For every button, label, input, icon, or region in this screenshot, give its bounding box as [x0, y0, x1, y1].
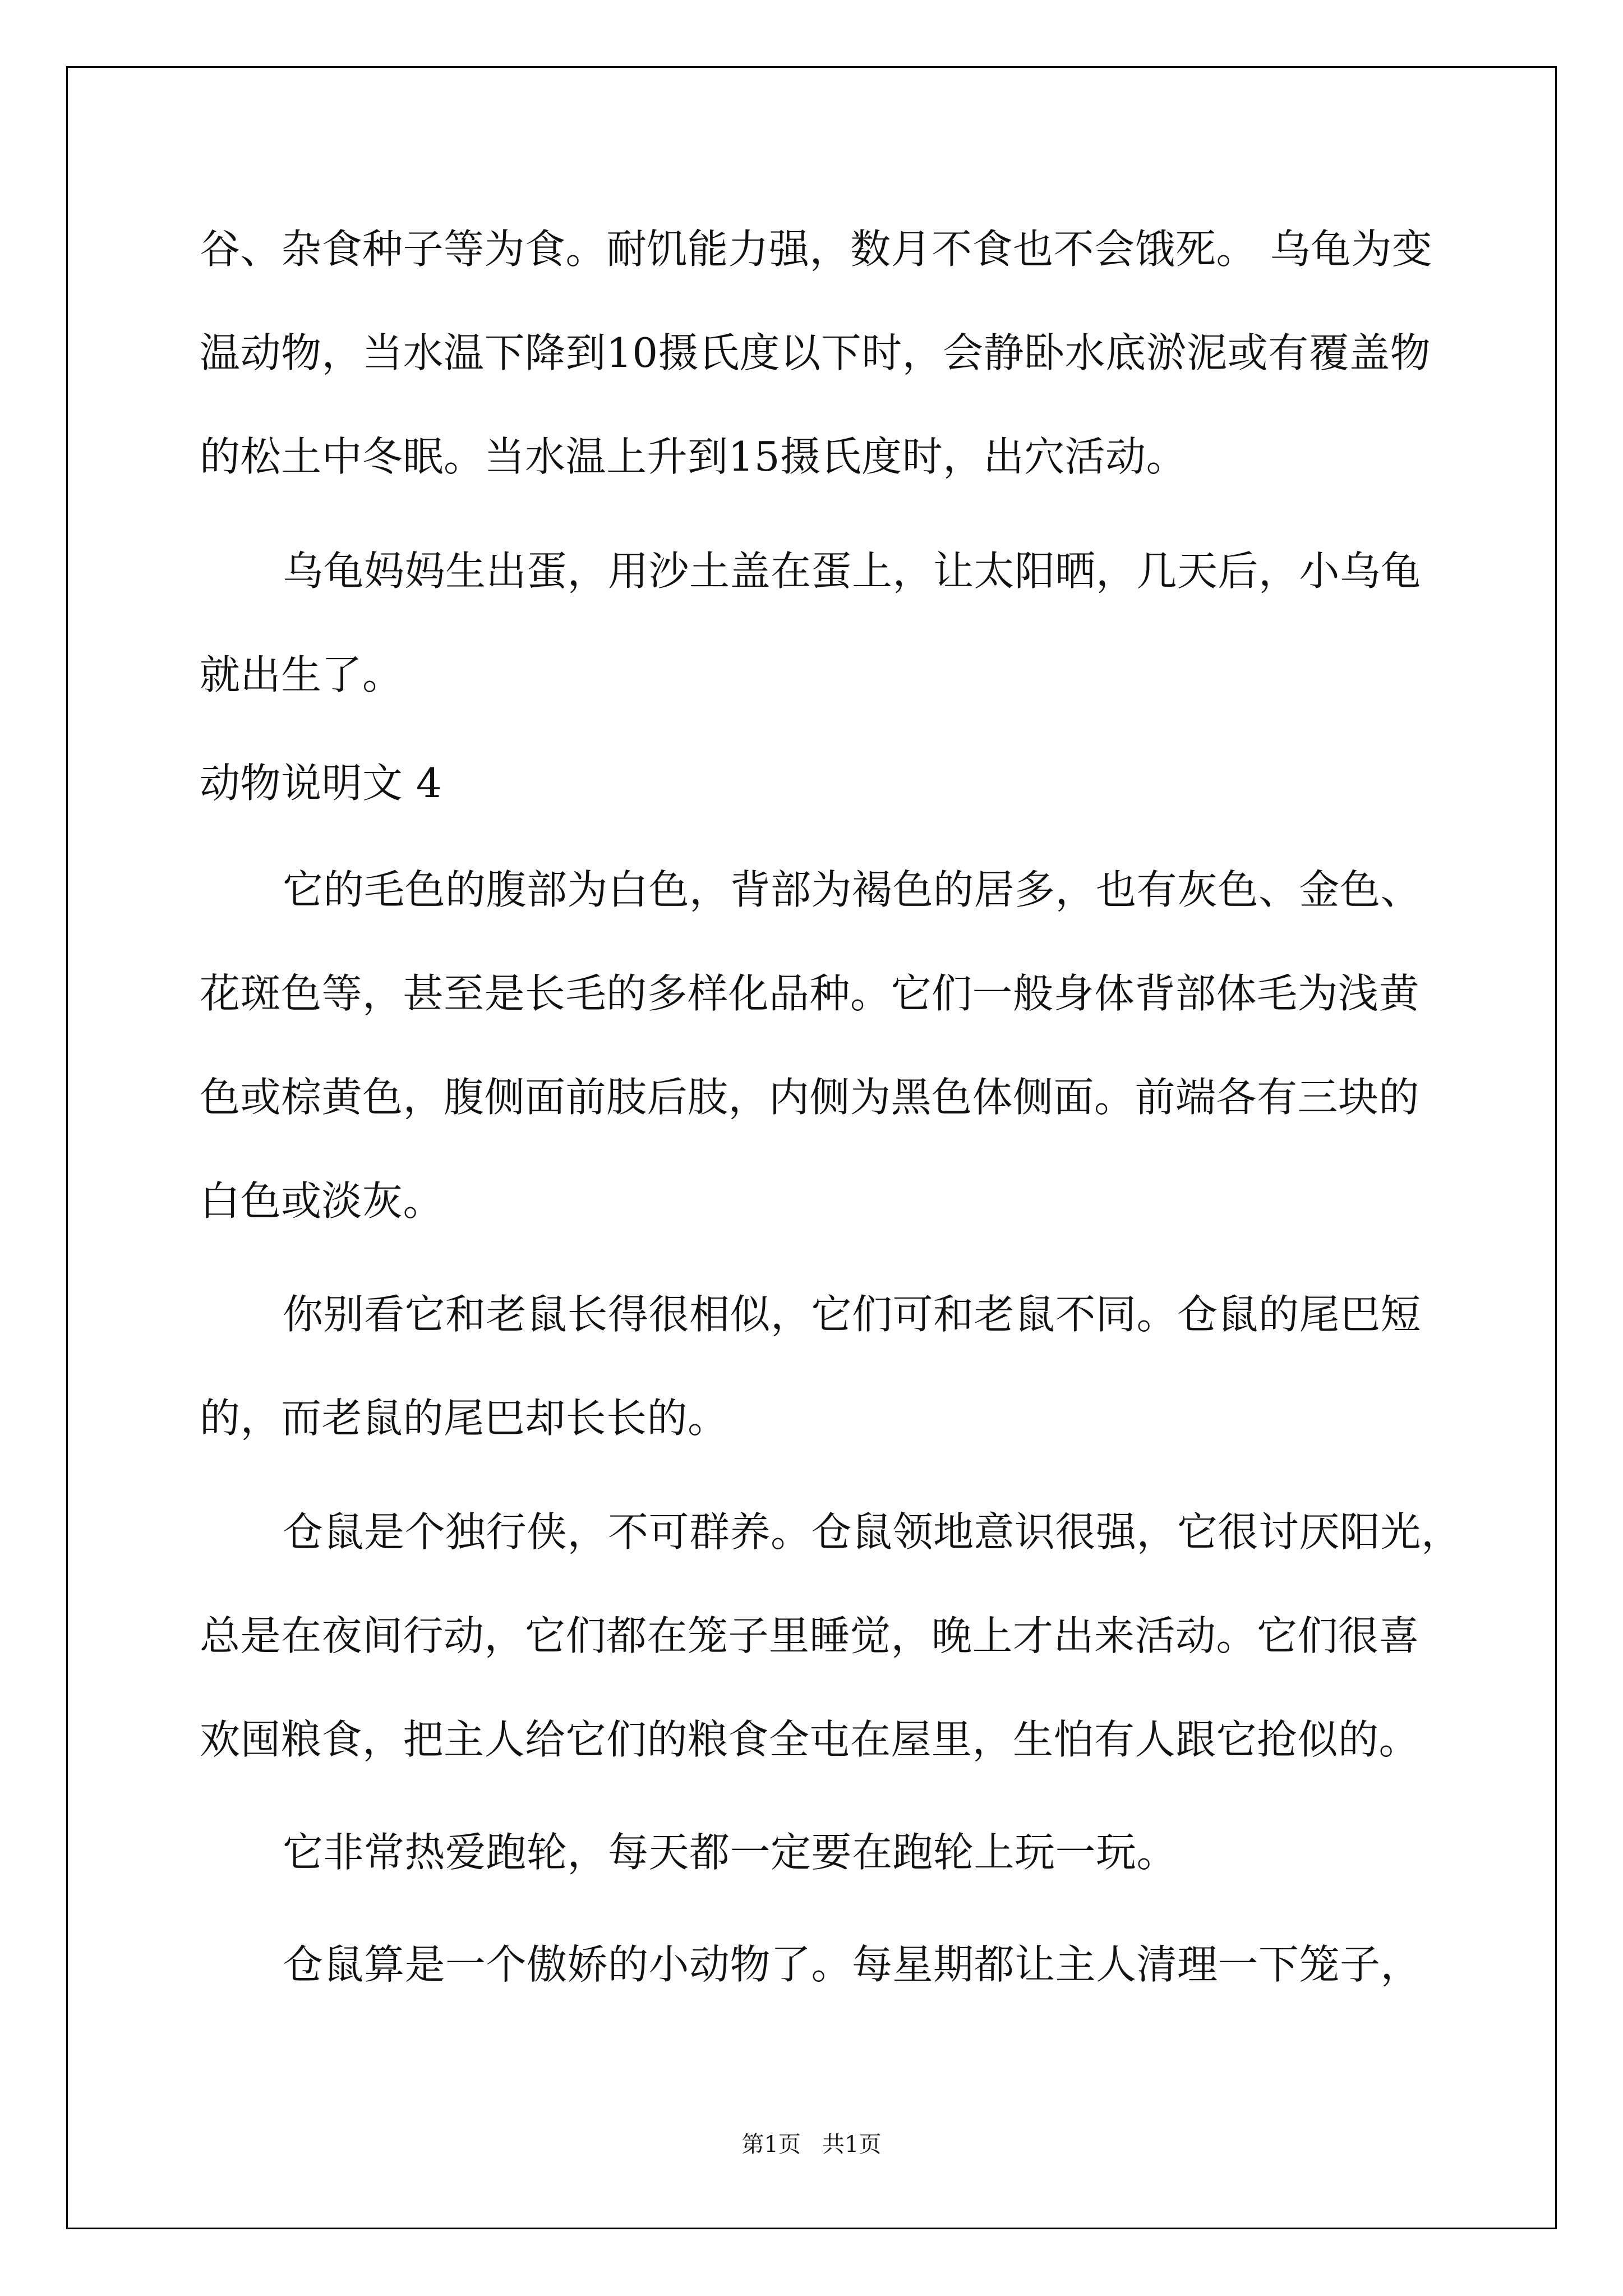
section-heading: 动物说明文 4	[200, 760, 442, 807]
text-line: 白色或淡灰。	[200, 1177, 444, 1225]
paragraph-first-line: 它非常热爱跑轮，每天都一定要在跑轮上玩一玩。	[283, 1829, 1178, 1876]
text-line: 色或棕黄色，腹侧面前肢后肢，内侧为黑色体侧面。前端各有三块的	[200, 1074, 1420, 1121]
text-line: 总是在夜间行动，它们都在笼子里睡觉，晚上才出来活动。它们很喜	[200, 1612, 1420, 1659]
text-line: 谷、杂食种子等为食。耐饥能力强，数月不食也不会饿死。 乌龟为变	[200, 226, 1433, 273]
paragraph-first-line: 你别看它和老鼠长得很相似，它们可和老鼠不同。仓鼠的尾巴短	[283, 1291, 1422, 1338]
paragraph-first-line: 仓鼠是个独行侠，不可群养。仓鼠领地意识很强，它很讨厌阳光，	[283, 1508, 1462, 1556]
text-line: 欢囤粮食，把主人给它们的粮食全屯在屋里，生怕有人跟它抢似的。	[200, 1716, 1420, 1763]
text-line: 的松土中冬眠。当水温上升到15摄氏度时，出穴活动。	[200, 433, 1187, 480]
paragraph-first-line: 乌龟妈妈生出蛋，用沙土盖在蛋上，让太阳晒，几天后，小乌龟	[283, 547, 1422, 595]
page-footer: 第1页 共1页	[741, 2132, 882, 2157]
paragraph-first-line: 它的毛色的腹部为白色，背部为褐色的居多，也有灰色、金色、	[283, 866, 1422, 913]
text-line: 花斑色等，甚至是长毛的多样化品种。它们一般身体背部体毛为浅黄	[200, 970, 1420, 1017]
paragraph-first-line: 仓鼠算是一个傲娇的小动物了。每星期都让主人清理一下笼子，	[283, 1941, 1422, 1988]
text-line: 就出生了。	[200, 651, 403, 698]
text-line: 的，而老鼠的尾巴却长长的。	[200, 1395, 728, 1442]
text-line: 温动物，当水温下降到10摄氏度以下时，会静卧水底淤泥或有覆盖物	[200, 329, 1431, 376]
page-border	[66, 66, 1557, 2229]
